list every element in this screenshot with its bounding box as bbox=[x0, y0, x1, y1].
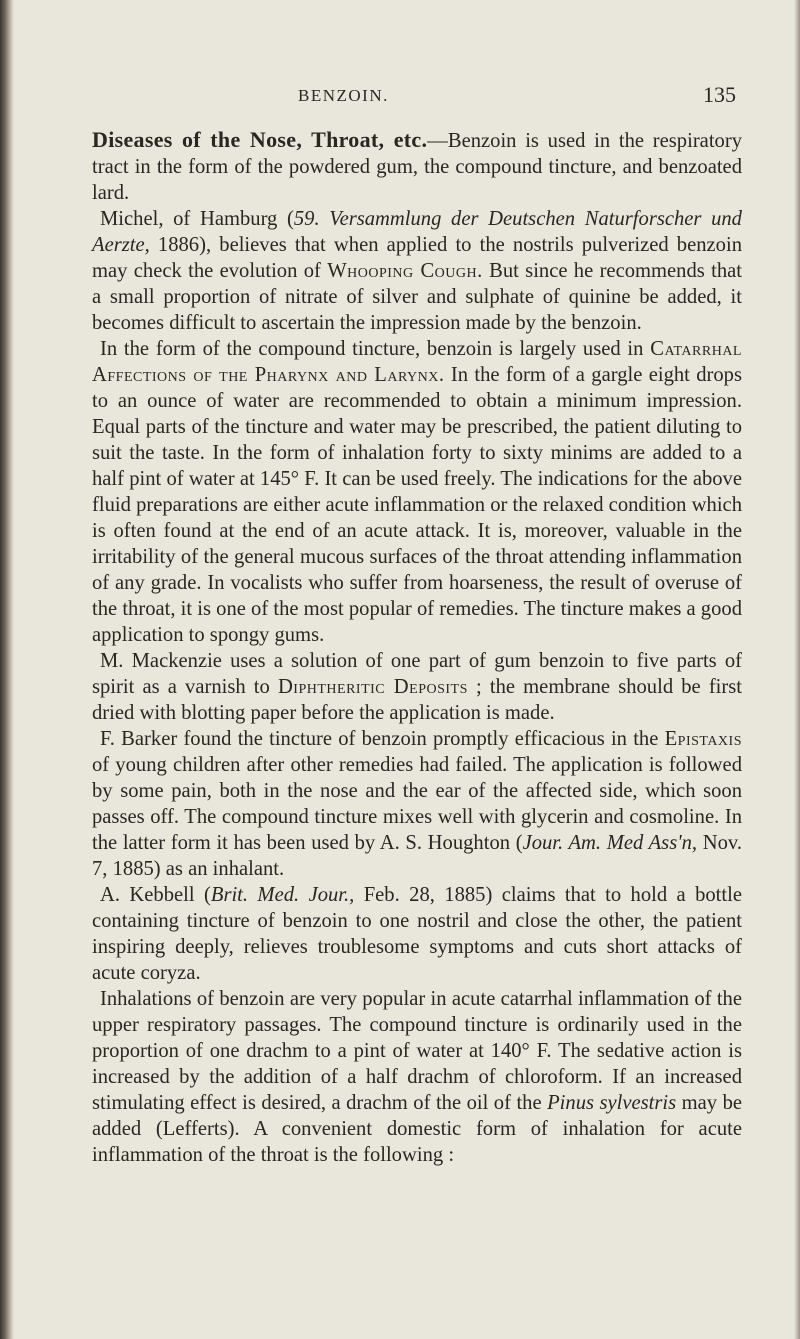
paragraph-text: In the form of the compound tincture, benzoin is largely used in bbox=[100, 338, 651, 360]
page-number: 135 bbox=[703, 82, 736, 107]
paragraph-tincture bbox=[92, 336, 742, 648]
paragraph-kebbell bbox=[92, 882, 742, 986]
paragraph-text: —Benzoin is used in the respiratory tract in the form of the powdered gum, the compound tincture, and benzoated lard. bbox=[92, 130, 742, 204]
citation: Pinus sylvestris bbox=[547, 1092, 677, 1114]
paragraph-text: M. Mackenzie uses a solution of one part of gum benzoin to five parts of spirit as a varnish to bbox=[92, 650, 742, 698]
citation: Brit. Med. Jour., bbox=[210, 884, 355, 906]
paragraph-text: A. Kebbell ( bbox=[100, 884, 211, 906]
disease-term: Catarrhal Affections of the Pharynx and Larynx. bbox=[92, 338, 742, 386]
paragraph-text: But since he recommends that a small proportion of nitrate of silver and sulphate of quinine be added, it becomes difficult to ascertain the impression made by the benzoin. bbox=[92, 260, 742, 334]
section-heading: Diseases of the Nose, Throat, etc. bbox=[92, 127, 428, 152]
paragraph-text: ; the membrane should be first dried with blotting paper before the application is made. bbox=[92, 676, 742, 724]
running-title: BENZOIN. bbox=[298, 86, 389, 105]
paragraph-text: Inhalations of benzoin are very popular in acute catarrhal inflammation of the upper respiratory passages. The compound tincture is ordinarily used in the proportion of one drachm to a pint of water at 140° F. The sedative action is increased by the addition of a half drachm of chloroform. If an increased stimulating effect is desired, a drachm of the oil of the bbox=[92, 988, 742, 1114]
citation: Jour. Am. Med Ass'n, bbox=[522, 832, 698, 854]
page-right-edge bbox=[794, 0, 800, 1339]
paragraph-text: Michel, of Hamburg ( bbox=[100, 208, 294, 230]
paragraph-text: In the form of a gargle eight drops to an ounce of water are recommended to obtain a minimum impression. Equal parts of the tincture and water may be prescribed, the patient diluting to suit the taste. In the form of inhalation forty to sixty minims are added to a half pint of water at 145° F. It can be used freely. The indications for the above fluid preparations are either acute inflammation or the relaxed condition which is often found at the end of an acute attack. It is, moreover, valuable in the irritability of the general mucous surfaces of the throat attending inflammation of any grade. In vocalists who suffer from hoarseness, the result of overuse of the throat, it is one of the most popular of remedies. The tincture makes a good application to spongy gums. bbox=[92, 364, 742, 646]
page-binding-edge bbox=[0, 0, 14, 1339]
paragraph-text: 1886), believes that when applied to the nostrils pulverized benzoin may check the evolution of bbox=[92, 234, 742, 282]
paragraph-text: of young children after other remedies had failed. The application is followed by some pain, both in the nose and the ear of the affected side, which soon passes off. The compound tincture mixes well with glycerin and cosmoline. In the latter form it has been used by A. S. Houghton ( bbox=[92, 754, 742, 854]
body-text bbox=[92, 127, 742, 1168]
paragraph-text: Nov. 7, 1885) as an inhalant. bbox=[92, 832, 742, 880]
disease-term: Whooping Cough. bbox=[327, 260, 483, 282]
paragraph-diseases bbox=[92, 127, 742, 206]
paragraph-barker bbox=[92, 726, 742, 882]
paragraph-mackenzie bbox=[92, 648, 742, 726]
paragraph-text: Feb. 28, 1885) claims that to hold a bottle containing tincture of benzoin to one nostril and close the other, the patient inspiring deeply, relieves troublesome symptoms and cuts short attacks of acute coryza. bbox=[92, 884, 742, 984]
citation: 59. Versammlung der Deutschen Naturforscher und Aerzte, bbox=[92, 208, 742, 256]
running-head bbox=[92, 82, 742, 114]
disease-term: Epistaxis bbox=[664, 728, 742, 750]
disease-term: Diphtheritic Deposits bbox=[277, 676, 468, 698]
paragraph-text: may be added (Lefferts). A convenient domestic form of inhalation for acute inflammation of the throat is the following : bbox=[92, 1092, 743, 1166]
paragraph-inhalations bbox=[92, 986, 742, 1168]
paragraph-text: F. Barker found the tincture of benzoin promptly efficacious in the bbox=[100, 728, 665, 750]
paragraph-michel bbox=[92, 206, 742, 336]
